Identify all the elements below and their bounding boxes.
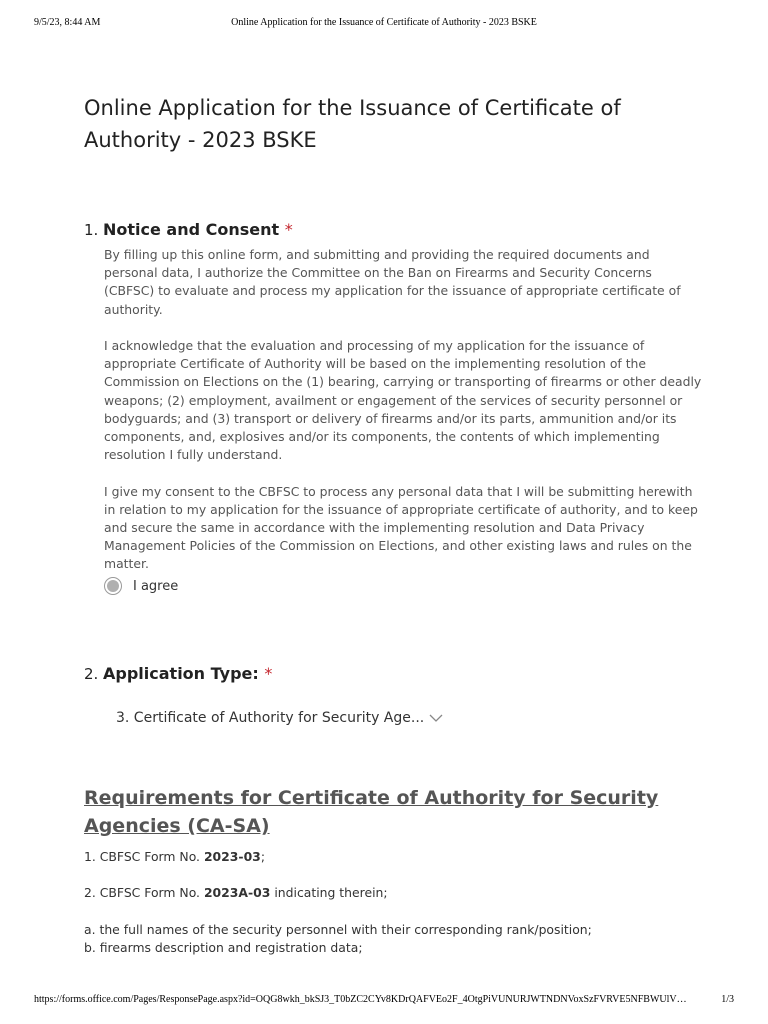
notice-paragraph-3: I give my consent to the CBFSC to process any personal data that I will be submitting herewith in relation to my application for the issuance of appropriate certificate of authority, and to keep and secure the same in accordance with the implementing resolution and Data Privacy Management Policies of the Commission on Elections, and other existing laws and rules on the matter. [104,483,698,572]
print-header [34,17,734,31]
dropdown-selected-value: 3. Certificate of Authority for Security Age... [116,710,425,726]
requirement-line-2 [84,885,388,900]
requirement-item-b: b. firearms description and registration data; [84,940,363,955]
application-type-dropdown[interactable] [116,707,444,729]
question-title-text: Application Type: [103,664,259,683]
print-url: https://forms.office.com/Pages/ResponsePage.aspx?id=OQG8wkh_bkSJ3_T0bZC2CYv8KDrQAFVEo2F_4OtgPiVUNURJWTNDNVoxSzFVRVE5NFBWUlV… [34,994,687,1005]
chevron-down-icon[interactable] [428,712,444,724]
radio-button[interactable] [104,577,122,595]
radio-option-i-agree[interactable] [104,575,178,597]
notice-paragraph-2: I acknowledge that the evaluation and processing of my application for the issuance of appropriate Certificate of Authority will be based on the implementing resolution of the Commission on Elections on the (1) bearing, carrying or transporting of firearms or other deadly weapons; (2) employment, availment or engagement of the services of security personnel or bodyguards; and (3) transport or delivery of firearms and/or its parts, ammunition and/or its components, and, explosives and/or its components, the contents of which implementing resolution I fully understand. [104,338,702,463]
question-title-notice-and-consent [103,220,293,239]
question-number-1: 1. [84,221,99,239]
radio-label: I agree [133,578,179,594]
question-number-2: 2. [84,665,99,683]
question-title-text: Notice and Consent [103,220,280,239]
radio-selected-dot [107,580,119,592]
print-title: Online Application for the Issuance of Certificate of Authority - 2023 BSKE [231,17,537,28]
print-footer [34,994,734,1008]
requirement-line-2-prefix: 2. CBFSC Form No. [84,885,204,900]
requirement-form-number: 2023-03 [203,849,261,864]
requirement-form-number: 2023A-03 [203,885,271,900]
print-page-number: 1/3 [721,994,734,1005]
requirement-line-2-suffix: indicating therein; [270,885,388,900]
form-title: Online Application for the Issuance of Certificate of Authority - 2023 BSKE [84,96,621,152]
required-asterisk: * [264,664,273,683]
requirement-line-1-prefix: 1. CBFSC Form No. [84,849,204,864]
required-asterisk: * [284,220,293,239]
question-title-application-type [103,664,272,683]
print-datetime: 9/5/23, 8:44 AM [34,17,101,28]
requirement-line-1-suffix: ; [260,849,265,864]
requirement-line-1 [84,849,265,864]
requirement-item-a: a. the full names of the security personnel with their corresponding rank/position; [84,922,592,937]
notice-paragraph-1: By filling up this online form, and submitting and providing the required documents and personal data, I authorize the Committee on the Ban on Firearms and Security Concerns (CBFSC) to evaluate and process my application for the issuance of appropriate certificate of authority. [104,247,681,317]
requirements-heading: Requirements for Certificate of Authority for Security Agencies (CA-SA) [84,787,659,837]
notice-text [104,246,704,592]
